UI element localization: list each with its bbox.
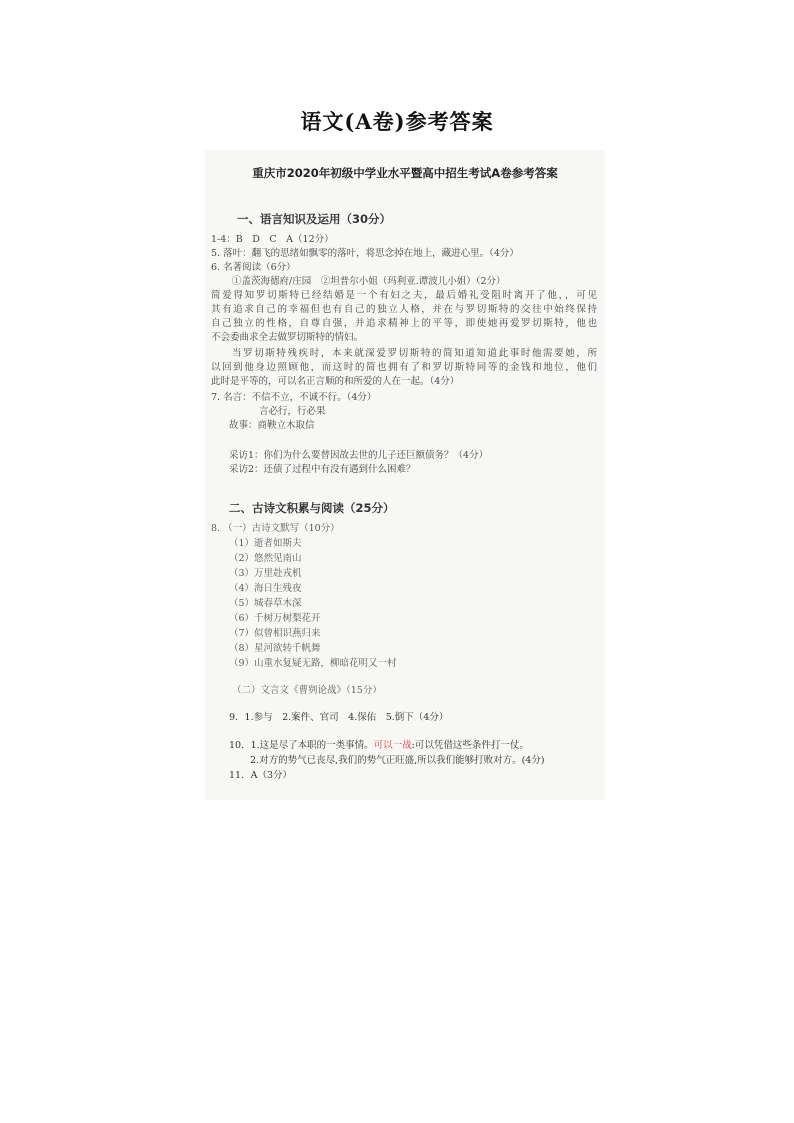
paragraph-line: 当罗切斯特残疾时，本来就深爱罗切斯特的简知道知道此事时他需要她，所 xyxy=(232,348,597,359)
paragraph-line: 其有追求自己的幸福但也有自己的独立人格，并在与罗切斯特的交往中始终保持 xyxy=(211,304,597,315)
recitation-item: （4）海日生残夜 xyxy=(229,583,302,594)
answer-q10-line1 xyxy=(229,739,529,752)
answer-q5: 5. 落叶：翻飞的思绪如飘零的落叶，将思念掉在地上，藏进心里。（4分） xyxy=(211,248,519,259)
recitation-item: （2）悠然见南山 xyxy=(229,553,302,564)
recitation-item: （9）山重水复疑无路，柳暗花明又一村 xyxy=(229,658,397,669)
exam-title: 重庆市2020年初级中学业水平暨高中招生考试A卷参考答案 xyxy=(252,166,558,180)
answer-q6-names: ①盖茨海德府/庄园 ②坦普尔小姐（玛利亚.谭波儿小姐）（2分） xyxy=(232,276,506,287)
recitation-item: （5）城春草木深 xyxy=(229,598,302,609)
answer-q7-motto: 7. 名言：不信不立，不诚不行。（4分） xyxy=(211,392,377,403)
answer-q7-alt-motto: 言必行，行必果 xyxy=(259,406,326,417)
interview-1: 采访1：你们为什么要替因故去世的儿子还巨额债务？（4分） xyxy=(229,450,489,461)
paragraph-line: 不会委曲求全去做罗切斯特的情妇。 xyxy=(211,332,364,343)
wenyan-heading: （二）文言文《曹刿论战》（15分） xyxy=(232,685,382,696)
recitation-item: （6）千树万树梨花开 xyxy=(229,613,321,624)
answer-q10-explanation: :可以凭借这些条件打一仗。 xyxy=(411,740,529,751)
recitation-item: （1）逝者如斯夫 xyxy=(229,538,302,549)
answer-q10-text: 10．1.这是尽了本职的一类事情。 xyxy=(229,740,374,751)
paragraph-line: 此时是平等的，可以名正言顺的和所爱的人在一起。（4分） xyxy=(211,376,460,387)
section-heading-2: 二、古诗文积累与阅读（25分） xyxy=(229,501,395,515)
answer-q7-story: 故事：商鞅立木取信 xyxy=(229,420,315,431)
recitation-item: （8）星河欲转千帆舞 xyxy=(229,643,321,654)
paragraph-line: 以回到他身边照顾他，而这时的简也拥有了和罗切斯特同等的金钱和地位，他们 xyxy=(211,362,597,373)
answer-q10-line2: 2.对方的势气已丧尽,我们的势气正旺盛,所以我们能够打败对方。(4分) xyxy=(250,755,545,766)
answer-q6-heading: 6. 名著阅读（6分） xyxy=(211,262,296,273)
recitation-item: （3）万里赴戎机 xyxy=(229,568,302,579)
interview-2: 采访2：还债了过程中有没有遇到什么困难？ xyxy=(229,464,416,475)
answer-q1-4: 1-4：B D C A（12分） xyxy=(211,234,334,245)
answer-q11: 11．A（3分） xyxy=(229,770,292,781)
answer-q8-heading: 8. （一）古诗文默写（10分） xyxy=(211,523,340,534)
recitation-item: （7）似曾相识燕归来 xyxy=(229,628,321,639)
answer-q9: 9．1.参与 2.案件、官司 4.保佑 5.倒下（4分） xyxy=(229,712,449,723)
section-heading-1: 一、语言知识及运用（30分） xyxy=(237,212,392,226)
highlighted-phrase: 可以一战 xyxy=(373,740,412,751)
paragraph-line: 自己独立的性格，自尊自强，并追求精神上的平等，即使她再爱罗切斯特，他也 xyxy=(211,318,597,329)
page-title: 语文(A卷)参考答案 xyxy=(300,109,494,134)
paragraph-line: 简爱得知罗切斯特已经结婚是一个有妇之夫，最后婚礼受阻时离开了他，，可见 xyxy=(211,290,597,301)
